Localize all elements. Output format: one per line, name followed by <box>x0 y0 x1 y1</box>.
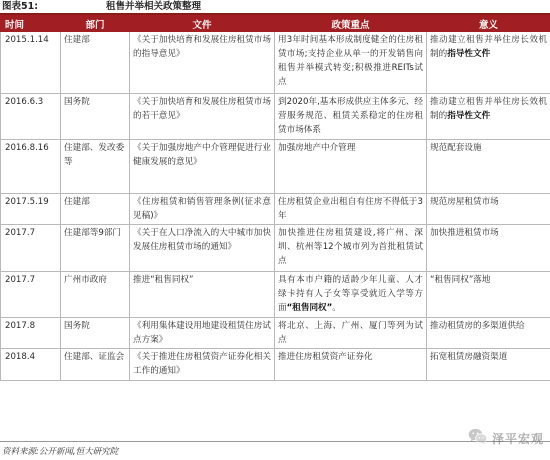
table-row <box>1 225 550 272</box>
cell-doc: 《关于加快培育和发展住房租赁市场的指导意见》 <box>130 32 275 94</box>
cell-meaning: 规范房屋租赁市场 <box>427 194 550 225</box>
focus-text-end: 。 <box>332 303 341 313</box>
table-row <box>1 272 550 318</box>
cell-meaning: 加快推进租赁市场 <box>427 225 550 272</box>
cell-time: 2017.8 <box>1 318 61 349</box>
cell-focus: 将北京、上海、广州、厦门等列为试点 <box>275 318 427 349</box>
header-doc: 文件 <box>130 16 275 32</box>
cell-dept: 住建部、发改委等 <box>61 140 130 194</box>
cell-doc: 《住房租赁和销售管理条例(征求意见稿)》 <box>130 194 275 225</box>
cell-focus: 加强房地产中介管理 <box>275 140 427 194</box>
cell-time: 2016.8.16 <box>1 140 61 194</box>
cell-dept: 住建部、证监会 <box>61 349 130 381</box>
wechat-icon <box>468 428 488 449</box>
cell-doc: 《利用集体建设用地建设租赁住房试点方案》 <box>130 318 275 349</box>
header-meaning: 意义 <box>427 16 550 32</box>
table-row <box>1 140 550 194</box>
table-row <box>1 349 550 381</box>
cell-meaning: 拓宽租赁房融资渠道 <box>427 349 550 381</box>
table-row <box>1 94 550 140</box>
cell-time: 2017.5.19 <box>1 194 61 225</box>
table-row <box>1 318 550 349</box>
cell-meaning <box>427 94 550 140</box>
header-time: 时间 <box>1 16 61 32</box>
figure-number: 图表51: <box>2 0 38 13</box>
source-note: 资料来源:公开新闻,恒大研究院 <box>2 445 118 457</box>
figure-title: 租售并举相关政策整理 <box>106 0 201 13</box>
figure-caption <box>0 0 550 13</box>
cell-dept: 住建部 <box>61 32 130 94</box>
table-row <box>1 194 550 225</box>
cell-doc: 《关于推进住房租赁资产证券化相关工作的通知》 <box>130 349 275 381</box>
header-focus: 政策重点 <box>275 16 427 32</box>
cell-time: 2017.7 <box>1 225 61 272</box>
cell-doc: 《关于加快培育和发展住房租赁市场的若干意见》 <box>130 94 275 140</box>
meaning-emphasis: 指导性文件 <box>447 111 490 121</box>
cell-time: 2015.1.14 <box>1 32 61 94</box>
cell-dept: 住建部 <box>61 194 130 225</box>
cell-meaning <box>427 32 550 94</box>
cell-focus: 到2020年,基本形成供应主体多元、经营服务规范、租赁关系稳定的住房租赁市场体系 <box>275 94 427 140</box>
policy-table <box>0 15 550 381</box>
focus-emphasis: “租售同权” <box>287 303 333 313</box>
cell-doc: 《关于在人口净流入的大中城市加快发展住房租赁市场的通知》 <box>130 225 275 272</box>
cell-focus: 推进住房租赁资产证券化 <box>275 349 427 381</box>
cell-time: 2016.6.3 <box>1 94 61 140</box>
focus-text: 具有本市户籍的适龄少年儿童、人才绿卡持有人子女等享受就近入学等方面 <box>278 275 423 313</box>
meaning-text: 推动建立租售并举住房长效机制的 <box>430 35 547 59</box>
cell-focus: 加快推进住房租赁建设,将广州、深圳、杭州等12个城市列为首批租赁试点 <box>275 225 427 272</box>
cell-dept: 国务院 <box>61 318 130 349</box>
table-footer <box>0 441 550 460</box>
cell-time: 2017.7 <box>1 272 61 318</box>
cell-focus <box>275 272 427 318</box>
cell-doc: 推进“租售同权” <box>130 272 275 318</box>
watermark-text: 泽平宏观 <box>492 430 544 447</box>
cell-doc: 《关于加强房地产中介管理促进行业健康发展的意见》 <box>130 140 275 194</box>
cell-dept: 国务院 <box>61 94 130 140</box>
cell-dept: 住建部等9部门 <box>61 225 130 272</box>
cell-dept: 广州市政府 <box>61 272 130 318</box>
table-header-row <box>1 16 550 32</box>
cell-focus: 用3年时间基本形成制度健全的住房租赁市场;支持企业从单一的开发销售向租售并举模式转变;积极推进REITs试点 <box>275 32 427 94</box>
cell-meaning: “租售同权”落地 <box>427 272 550 318</box>
cell-meaning: 推动租赁房的多渠道供给 <box>427 318 550 349</box>
watermark <box>468 427 544 449</box>
table-row <box>1 32 550 94</box>
meaning-emphasis: 指导性文件 <box>447 49 490 59</box>
cell-time: 2018.4 <box>1 349 61 381</box>
meaning-text: 推动建立租售并举住房长效机制的 <box>430 97 547 121</box>
header-dept: 部门 <box>61 16 130 32</box>
cell-meaning: 规范配套设施 <box>427 140 550 194</box>
cell-focus: 住房租赁企业出租自有住房不得低于3年 <box>275 194 427 225</box>
